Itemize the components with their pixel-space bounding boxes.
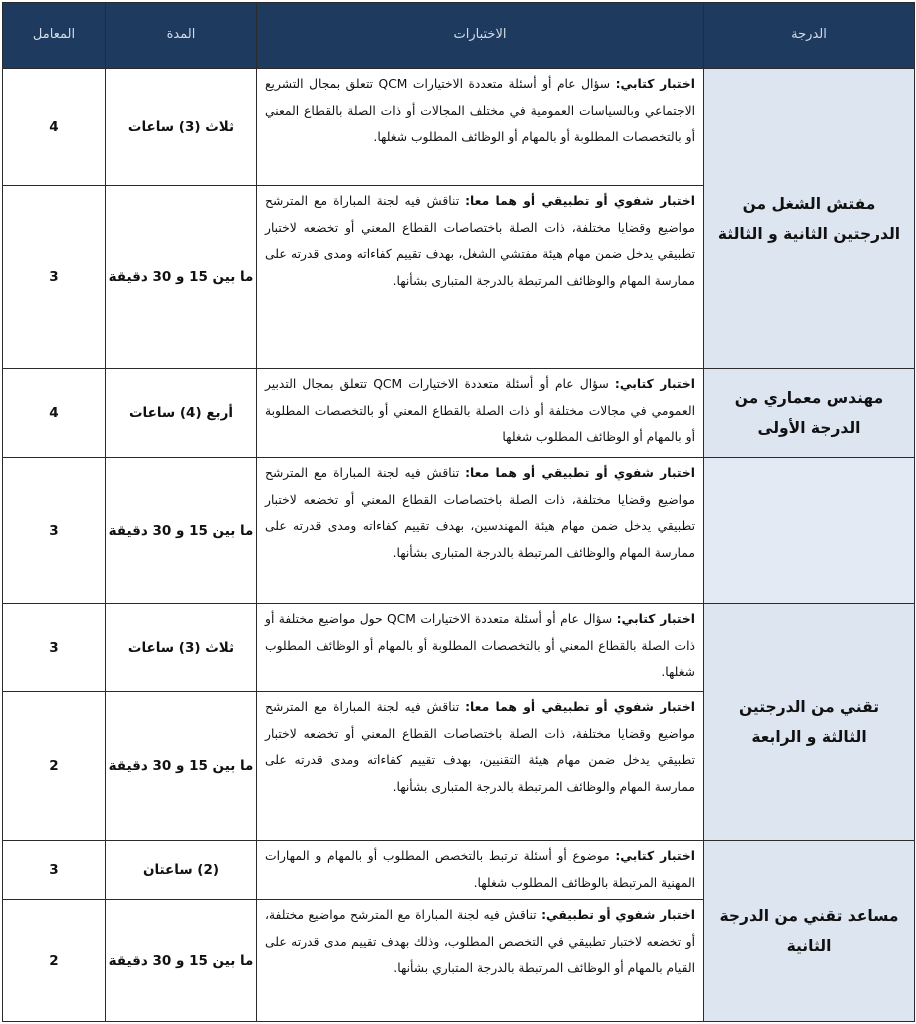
test-text: تناقش فيه لجنة المباراة مع المترشح مواضيع وقضايا مختلفة، ذات الصلة باختصاصات القطاع المعني أو تخضعه لاختبار تطبيقي يدخل ضمن مهام هيئة مفتشي الشغل، بهدف تقييم كفاءاته ومدى قدرته على ممارسة المهام والوظائف المرتبطة بالدرجة المتبارى بشأنها. — [265, 194, 695, 288]
coefficient-cell: 3 — [3, 458, 106, 604]
duration-cell: ما بين 15 و 30 دقيقة — [106, 458, 257, 604]
test-description — [257, 604, 704, 692]
test-text: تناقش فيه لجنة المباراة مع المترشح مواضيع وقضايا مختلفة، ذات الصلة باختصاصات القطاع المعني أو تخضعه لاختبار تطبيقي يدخل ضمن مهام هيئة المهندسين، بهدف تقييم كفاءاته ومدى قدرته على ممارسة المهام والوظائف المرتبطة بالدرجة المتبارى بشأنها. — [265, 466, 695, 560]
coefficient-cell: 3 — [3, 604, 106, 692]
test-text: موضوع أو أسئلة ترتبط بالتخصص المطلوب أو بالمهام و المهارات المهنية المرتبطة بالوظائف المطلوب شغلها. — [265, 849, 695, 890]
rank-cell: مساعد تقني من الدرجة الثانية — [704, 841, 915, 1022]
coefficient-cell: 4 — [3, 369, 106, 458]
duration-cell: ما بين 15 و 30 دقيقة — [106, 900, 257, 1022]
coefficient-cell: 4 — [3, 69, 106, 186]
duration-cell: ثلاث (3) ساعات — [106, 69, 257, 186]
test-type: اختبار كتابي: — [614, 377, 696, 391]
table-row — [3, 69, 915, 186]
test-description — [257, 900, 704, 1022]
table-header-row — [3, 3, 915, 69]
test-text: سؤال عام أو أسئلة متعددة الاختيارات QCM تتعلق بمجال التشريع الاجتماعي وبالسياسات العمومية في مختلف المجالات أو ذات الصلة بالقطاع المعني أو بالتخصصات المطلوبة أو بالمهام أو الوظائف المطلوب شغلها. — [265, 77, 695, 144]
rank-cell: مفتش الشغل من الدرجتين الثانية و الثالثة — [704, 69, 915, 369]
rank-cell: تقني من الدرجتين الثالثة و الرابعة — [704, 604, 915, 841]
table-row — [3, 369, 915, 458]
duration-cell: (2) ساعتان — [106, 841, 257, 900]
coefficient-cell: 3 — [3, 841, 106, 900]
test-text: تناقش فيه لجنة المباراة مع المترشح مواضيع مختلفة، أو تخضعه لاختبار تطبيقي في التخصص المطلوب، وذلك بهدف تقييم مدى قدرته على القيام بالمهام أو الوظائف المرتبطة بالدرجة المتباري بشأنها. — [265, 908, 695, 975]
coefficient-cell: 2 — [3, 900, 106, 1022]
table-row — [3, 458, 915, 604]
test-type: اختبار شفوي أو تطبيقي أو هما معا: — [465, 194, 695, 208]
duration-cell: أربع (4) ساعات — [106, 369, 257, 458]
duration-cell: ما بين 15 و 30 دقيقة — [106, 692, 257, 841]
test-text: سؤال عام أو أسئلة متعددة الاختيارات QCM حول مواضيع مختلفة أو ذات الصلة بالقطاع المعني أو بالتخصصات المطلوبة أو بالمهام أو الوظائف المطلوب شغلها. — [265, 612, 695, 679]
coefficient-cell: 3 — [3, 186, 106, 369]
test-description — [257, 69, 704, 186]
test-type: اختبار كتابي: — [615, 849, 695, 863]
duration-cell: ما بين 15 و 30 دقيقة — [106, 186, 257, 369]
test-type: اختبار شفوي أو تطبيقي أو هما معا: — [465, 466, 695, 480]
duration-cell: ثلاث (3) ساعات — [106, 604, 257, 692]
rank-cell — [704, 458, 915, 604]
test-type: اختبار كتابي: — [615, 77, 695, 91]
table-row — [3, 841, 915, 900]
header-tests: الاختبارات — [257, 3, 704, 69]
test-description — [257, 369, 704, 458]
header-coefficient: المعامل — [3, 3, 106, 69]
coefficient-cell: 2 — [3, 692, 106, 841]
test-text: تناقش فيه لجنة المباراة مع المترشح مواضيع وقضايا مختلفة، ذات الصلة باختصاصات القطاع المعني أو تخضعه لاختبار تطبيقي يدخل ضمن مهام هيئة التقنيين، بهدف تقييم كفاءاته ومدى قدرته على ممارسة المهام والوظائف المرتبطة بالدرجة المتبارى بشأنها. — [265, 700, 695, 794]
header-rank: الدرجة — [704, 3, 915, 69]
test-description — [257, 458, 704, 604]
exam-table — [2, 2, 915, 1022]
test-description — [257, 841, 704, 900]
test-type: اختبار شفوي أو تطبيقي أو هما معا: — [465, 700, 695, 714]
rank-cell: مهندس معماري من الدرجة الأولى — [704, 369, 915, 458]
test-text: سؤال عام أو أسئلة متعددة الاختيارات QCM تتعلق بمجال التدبير العمومي في مجالات مختلفة أو ذات الصلة بالقطاع المعني أو بالتخصصات المطلوبة أو بالمهام أو الوظائف المطلوب شغلها — [265, 377, 695, 444]
header-duration: المدة — [106, 3, 257, 69]
test-type: اختبار كتابي: — [616, 612, 696, 626]
test-type: اختبار شفوي أو تطبيقي: — [541, 908, 695, 922]
test-description — [257, 186, 704, 369]
table-row — [3, 604, 915, 692]
test-description — [257, 692, 704, 841]
